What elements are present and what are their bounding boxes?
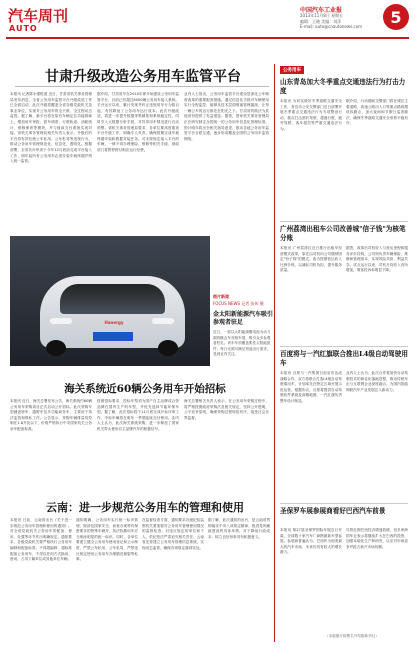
right-article-3-col-1: 本报讯 百度与一汽集团日前宣布达成战略合作，双方将联合打造L4级自动驾驶乘用车，计划率先在特定区域开展示范运营。根据协议，百度将提供自动驾驶软件系统及高精地图，一汽红旗负责整车设计制造。 (280, 371, 342, 403)
caption-text: 近日，一款以太阳能薄膜电池为动力源的概念车亮相车展，吸引众多参观者驻足。该车车顶覆盖柔性太阳能组件，每日光照可满足短途出行需求，受到业内关注。 (213, 330, 271, 356)
caption-credit: FOCUS NEWS 记者 张伟 摄 (213, 301, 264, 306)
masthead (0, 0, 415, 40)
paper-editor: 编辑：王晓 美编：刘萍 (300, 18, 342, 24)
right-headline-3: 百度将与一汽红旗联合推出L4级自动驾驶用车 (280, 350, 408, 367)
section-en-title: AUTO (9, 24, 38, 33)
right-article-1-col-1: 本报讯 为切实做好冬季道路交通安全工作，青岛市公安交警部门近日部署开展冬季重点交通违法行为专项整治行动，重点打击酒后驾驶、超速行驶、疲劳驾驶、客车超员等严重交通违法行为。 (280, 99, 342, 131)
right-headline-1: 山东青岛加大冬季重点交通违法行为打击力度 (280, 78, 406, 95)
section-title: 汽车周刊 (8, 7, 69, 25)
right-divider-1 (280, 221, 408, 222)
photo-caption (213, 294, 273, 358)
caption-title: 金太阳新能源汽车吸引参观者驻足 (213, 311, 274, 326)
paper-date: 2013年11月8日 星期五 (300, 13, 344, 18)
car-wheel-right (158, 340, 178, 356)
right-article-2-col-1: 本报讯 广州荔湾区近日推行出租车经营模式改革，原先由司机向公司缴纳固定"份子钱"的模式，改为按照营运收入比例分账，以减轻司机负担，提升服务质量。 (280, 246, 342, 273)
car-windshield-shape (60, 284, 165, 314)
main-headline: 甘肃升级改造公务用车监管平台 (45, 69, 241, 85)
main-article-col-3: 业内人士指出，公务用车监管平台建设是深化公车制度改革的重要配套措施。通过信息化手段对车辆使用实行全程监控，能够从技术层面堵塞管理漏洞，让每一辆公车的运行都处在阳光之下。甘肃省的做法为其他省份提供了有益借鉴。据悉，国家机关事务管理局正在研究制定全国统一的公务用车信息化管理标准，预计明年将出台相关指导意见，推动各地公务用车监管平台互联互通，逐步形成覆盖全国的公务用车监管网络。 (184, 92, 269, 141)
main-article-col-2: 据介绍，甘肃省早在2010年即开始建设公务用车监管平台，目前已有超过8000辆公务用车接入系统。平台运行以来，累计发现并纠正违规用车行为数百起，有效降低了公务用车运行成本。此次升级改造，将进一步提升数据采集精度和系统稳定性，同时引入大数据分析手段，对异常用车情况进行自动预警。省机关事务管理局要求，各单位要高度重视平台升级工作，明确专人负责，确保按期完成车载终端安装和数据对接任务。对未按规定接入平台的车辆，一律不得办理保险、维修等相关手续，财政部门将暂停拨付相应运行经费。 (97, 92, 179, 152)
paper-email: E-mail: auto@cnautonews.com (300, 24, 363, 29)
article-2-col-2: 按照招标要求，投标车型须为国产自主品牌或合资品牌在国内生产的车型，并优先选择节能环保车型。据了解，此次招标将于11月底完成开标评审工作，中标车辆将在明年一季度陆续交付使用。业内人士认为，此次海关系统采购，进一步释放了国家机关带头使用自主品牌汽车的积极信号。 (97, 399, 179, 431)
paper-meta (300, 13, 362, 30)
car-brand-text: Hanergy (104, 320, 124, 325)
right-article-1-col-2: 据介绍，行动期间交警部门将在城区主要道路、高速公路出入口等重点路段增设执勤点，加大夜间和节假日巡查频次，确保冬季道路交通安全形势平稳有序。 (346, 99, 408, 126)
main-article-col-1: 本报讯 记者陈永强报道 近日，甘肃省机关事务管理局发布消息，全省公务用车监管平台升级改造工作已全面启动，此次升级将覆盖全省各级党政机关及事业单位，实现对公务用车的全天候、全过程动态监管。据了解，新平台将在原有车辆定位功能基础上，增加用车审批、派车调度、行驶轨迹、油耗统计、维修保养等模块，并与财政支付系统实现对接。省机关事务管理局相关负责人表示，升级后的平台将有效杜绝公车私用、公车私驾等违规行为，推动公务用车管理规范化、信息化、透明化。根据部署，全省各市州须于今年12月底前完成平台接入工作，明年起所有公务用车必须安装车载终端并纳入统一监管。 (10, 92, 92, 164)
article-3-col-3: 在监督检查方面，通知要求各级纪检监察机关要加强对公务用车管理使用情况的监督检查，对违反规定的单位和个人，依纪依法严肃追究相关责任。云南省还将建立公务用车管理信息系统，实现动态监管，确保各项规定落到实处。 (142, 518, 204, 550)
right-article-2-col-2: 据悉，改革后司机收入与营运里程和服务评价挂钩，公司则负责车辆保险、维修和管理成本，实现风险共担、利益共享。试点运行以来，司机月均收入有所增加，乘客投诉率明显下降。 (346, 246, 408, 273)
right-article-4-col-2: 尽管近期巴西经济增速放缓，但多家跨国车企表示将继续扩大在巴西的投资，加强本地化生产和研发，以应对市场竞争并抢占新兴市场份额。 (346, 528, 408, 549)
caption-label: 图片新闻 (213, 294, 229, 299)
column-tag: 公务用车 (280, 66, 304, 74)
headline-divider (15, 86, 269, 87)
article-3-col-4: 据了解，此次通知的出台，是云南省贯彻落实中央八项规定精神、推进党风廉政建设的具体举措，对于降低行政成本、树立良好形象具有积极意义。 (208, 518, 270, 539)
photo-source-note: （本版图片除署名外均据新华社） (325, 634, 379, 638)
car-wheel-left (46, 340, 66, 356)
article-3-headline: 云南：进一步规范公务用车的管理和使用 (46, 501, 244, 514)
masthead-rule (6, 37, 409, 39)
paper-name: 中国汽车工业报 (300, 7, 343, 14)
news-photo (10, 236, 210, 366)
article-2-col-3: 海关总署相关负责人表示，在公务用车采购过程中，将严格按照政府采购法及相关规定，坚持公开透明、公平竞争原则，确保采购过程规范有序，接受社会各界监督。 (184, 399, 269, 420)
car-headlight-right (152, 318, 174, 324)
right-divider-2 (280, 346, 408, 347)
right-divider-3 (280, 503, 408, 504)
article-2-headline: 海关系统近60辆公务用车开始招标 (64, 383, 226, 395)
right-headline-2: 广州荔湾出租车公司改善城"信子钱"为核笔分账 (280, 225, 406, 242)
right-article-4-col-1: 本报讯 第27届圣保罗国际车展近日开幕，全球数十家汽车厂商携最新车型参展。参展商普遍认为，巴西作为南美最大的汽车市场，未来仍具有较大的增长潜力。 (280, 528, 342, 555)
article-2-col-1: 本报讯 近日，海关总署发布公告，海关系统约60辆公务用车采购项目正式启动公开招标。此次采购车型涵盖轿车、越野车及多功能商务车，主要用于执法监管和缉私工作。公告显示，采购车辆排量均控制在1.8升及以下，价格严格执行中央国家机关公务用车配备标准。 (10, 399, 92, 431)
page-number-badge: 5 (383, 4, 409, 30)
car-headlight-left (50, 318, 72, 324)
car-plate-shape (93, 332, 133, 341)
right-article-3-col-2: 业内人士认为，此次合作将加快自动驾驶技术的商业化落地进程，推动传统车企与互联网企业深度融合，为国内智能网联汽车产业发展注入新动力。 (346, 371, 408, 392)
article-3-col-2: 通知明确，公务用车实行统一标识管理，除涉及国家安全、侦查办案等有保密要求的特殊车辆外，执法执勤用车应当喷涂明显的统一标识。同时，各单位要建立健全公务用车使用登记和公示制度，严禁公车私用、公车私驾，严禁违反规定使用公务用车办理婚丧嫁娶等私事。 (76, 518, 138, 562)
right-headline-4: 圣保罗车展参展商看好巴西汽车前景 (280, 507, 386, 515)
article-3-col-1: 本报讯 日前，云南省出台《关于进一步规范公务用车管理和使用的通知》，对全省党政机关公务用车的配备、使用、处置等环节作出明确规定。通知要求，各级党政机关要严格执行公务用车编制和配备标准，不得超编制、超标准配备公务用车，不得以任何方式换用、借用、占用下属单位或其他单位车辆。 (10, 518, 72, 562)
